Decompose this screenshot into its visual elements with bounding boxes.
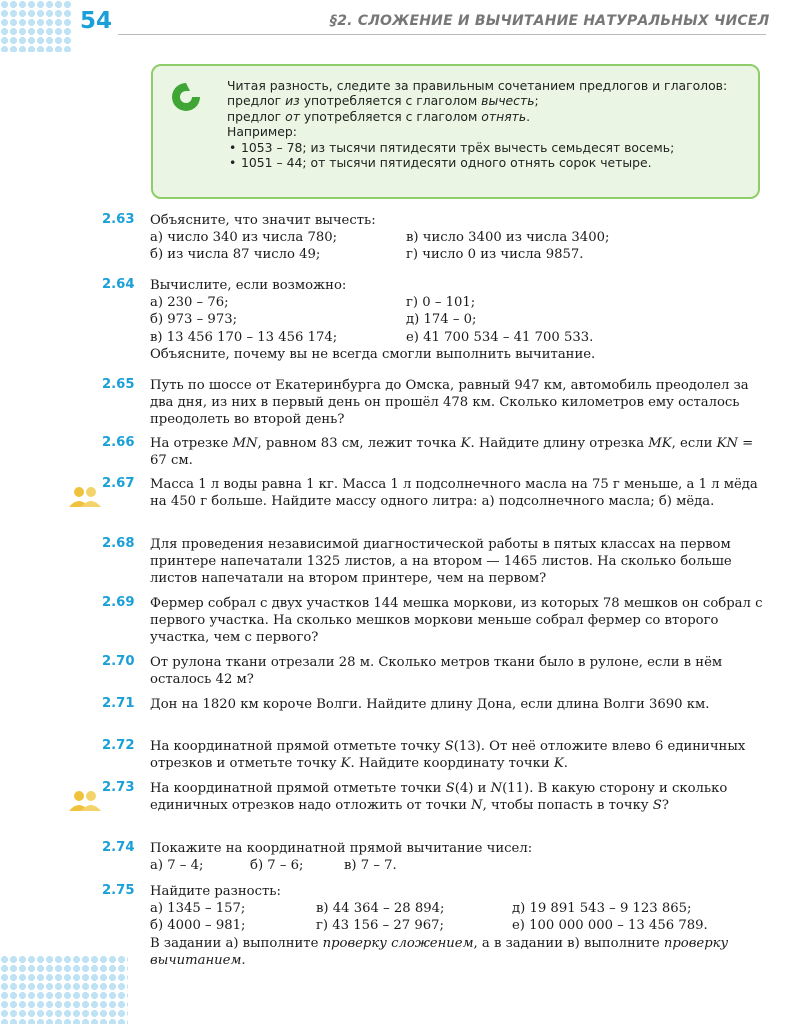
attention-logo-icon (169, 80, 203, 114)
exercise-note: В задании а) выполните проверку сложением, а в задании в) выполните проверку вычитанием. (150, 935, 729, 968)
item-b: б) 4000 – 981; (150, 918, 246, 934)
rule-box (151, 64, 760, 199)
exercise-text: Покажите на координатной прямой вычитание чисел: (150, 841, 533, 856)
item-d: д) 19 891 543 – 9 123 865; (512, 901, 692, 917)
exercise-2-63 (150, 212, 765, 264)
exercise-number: 2.65 (102, 377, 135, 392)
exercise-number: 2.73 (102, 780, 135, 795)
item-e: е) 100 000 000 – 13 456 789. (512, 918, 708, 934)
exercise-note: Объясните, почему вы не всегда смогли выполнить вычитание. (150, 346, 596, 362)
exercise-2-74 (150, 840, 765, 874)
exercise-number: 2.69 (102, 595, 135, 610)
exercise-2-65: Путь по шоссе от Екатеринбурга до Омска, равный 947 км, автомобиль преодолел за два дня, из них в первый день он прошёл 478 км. Сколько километров ему осталось преодолеть во второй день? (150, 378, 749, 428)
exercise-number: 2.67 (102, 476, 135, 491)
exercise-2-75 (150, 883, 765, 969)
rule-line-2: предлог от употребляется с глаголом отнять. (227, 108, 531, 124)
corner-dots-top (0, 0, 72, 52)
item-v: в) 7 – 7. (344, 858, 397, 874)
exercise-number: 2.74 (102, 840, 135, 855)
exercise-2-70: От рулона ткани отрезали 28 м. Сколько метров ткани было в рулоне, если в нём осталось 42 м? (150, 655, 723, 688)
pair-work-icon (68, 486, 102, 508)
exercise-2-72: На координатной прямой отметьте точку S(13). От неё отложите влево 6 единичных отрезков и отметьте точку K. Найдите координату точки K. (150, 739, 746, 772)
exercise-2-73: На координатной прямой отметьте точки S(4) и N(11). В какую сторону и сколько единичных отрезков надо отложить от точки N, чтобы попасть в точку S? (150, 781, 728, 814)
exercise-number: 2.70 (102, 654, 135, 669)
item-a: а) число 340 из числа 780; (150, 230, 338, 246)
exercise-2-71: Дон на 1820 км короче Волги. Найдите длину Дона, если длина Волги 3690 км. (150, 697, 710, 712)
exercise-number: 2.71 (102, 696, 135, 711)
exercise-number: 2.63 (102, 212, 135, 227)
page-number: 54 (80, 8, 113, 34)
exercise-2-67: Масса 1 л воды равна 1 кг. Масса 1 л подсолнечного масла на 75 г меньше, а 1 л мёда на 450 г больше. Найдите массу одного литра: а) подсолнечного масла; б) мёда. (150, 477, 758, 510)
example-label: Например: (227, 124, 297, 140)
exercise-number: 2.66 (102, 435, 135, 450)
item-v: в) 13 456 170 – 13 456 174; (150, 329, 338, 345)
example-list (227, 140, 747, 171)
exercise-number: 2.68 (102, 536, 135, 551)
exercise-2-66: На отрезке MN, равном 83 см, лежит точка K. Найдите длину отрезка MK, если KN = 67 см. (150, 436, 754, 469)
example-item: • 1051 – 44; от тысячи пятидесяти одного отнять сорок четыре. (241, 155, 747, 170)
header-rule (118, 34, 766, 35)
item-a: а) 7 – 4; (150, 858, 204, 874)
item-v: в) число 3400 из числа 3400; (406, 230, 610, 246)
exercise-number: 2.64 (102, 277, 135, 292)
item-g: г) 43 156 – 27 967; (316, 918, 444, 934)
exercise-2-68: Для проведения независимой диагностической работы в пятых классах на первом принтере напечатали 1325 листов, а на втором — 1465 листов. На сколько больше листов напечатали на втором принтере, чем на первом? (150, 537, 732, 587)
item-b: б) 7 – 6; (250, 858, 304, 874)
item-b: б) 973 – 973; (150, 312, 238, 328)
item-d: д) 174 – 0; (406, 312, 477, 328)
item-g: г) 0 – 101; (406, 295, 476, 311)
exercise-number: 2.75 (102, 883, 135, 898)
exercise-number: 2.72 (102, 738, 135, 753)
item-a: а) 1345 – 157; (150, 901, 246, 917)
exercise-text: Вычислите, если возможно: (150, 278, 347, 293)
item-a: а) 230 – 76; (150, 295, 229, 311)
item-e: е) 41 700 534 – 41 700 533. (406, 329, 594, 345)
exercise-2-69: Фермер собрал с двух участков 144 мешка моркови, из которых 78 мешков он собрал с первого участка. На сколько мешков моркови меньше собрал фермер со второго участка, чем с первого? (150, 596, 763, 646)
rule-line-1: предлог из употребляется с глаголом вычесть; (227, 93, 539, 109)
pair-work-icon (68, 790, 102, 812)
exercise-2-64 (150, 277, 765, 363)
section-header: §2. СЛОЖЕНИЕ И ВЫЧИТАНИЕ НАТУРАЛЬНЫХ ЧИСЕЛ (330, 13, 770, 29)
rule-intro: Читая разность, следите за правильным сочетанием предлогов и глаголов: (227, 78, 728, 93)
item-g: г) число 0 из числа 9857. (406, 247, 584, 263)
example-item: • 1053 – 78; из тысячи пятидесяти трёх вычесть семьдесят восемь; (241, 140, 747, 155)
exercise-text: Найдите разность: (150, 884, 281, 899)
exercise-text: Объясните, что значит вычесть: (150, 213, 376, 228)
item-b: б) из числа 87 число 49; (150, 247, 321, 263)
corner-dots-bottom (0, 955, 128, 1024)
item-v: в) 44 364 – 28 894; (316, 901, 445, 917)
